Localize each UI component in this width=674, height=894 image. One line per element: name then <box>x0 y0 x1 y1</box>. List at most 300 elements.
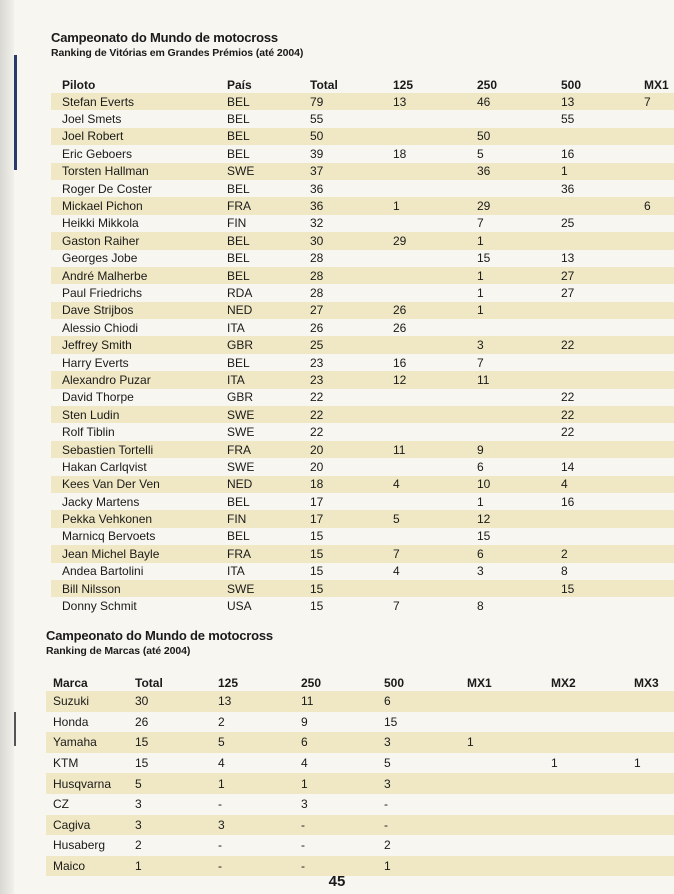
binding-mark <box>14 712 16 746</box>
page-binding-edge <box>0 0 14 894</box>
table-row <box>51 145 674 162</box>
table-cell: 18 <box>299 476 382 493</box>
table-cell: 6 <box>477 459 484 474</box>
table-cell: 2 <box>384 838 391 853</box>
table-cell: 2 <box>218 714 225 729</box>
column-header: 500 <box>561 78 582 92</box>
table-cell: 36 <box>310 181 324 196</box>
table-cell: BEL <box>227 251 250 266</box>
table-cell: 3 <box>211 815 294 836</box>
table-cell: 15 <box>299 545 382 562</box>
table-cell: BEL <box>227 112 250 127</box>
table-cell <box>633 336 674 353</box>
rider-name-cell: Harry Everts <box>62 355 129 370</box>
table-cell <box>382 580 466 597</box>
table-cell: - <box>218 797 222 812</box>
table-cell <box>627 773 674 794</box>
rider-name-cell: Pekka Vehkonen <box>51 510 216 527</box>
table-cell: 13 <box>550 93 633 110</box>
table-cell <box>544 835 627 856</box>
column-header: 125 <box>393 78 414 92</box>
table-cell: 9 <box>301 714 308 729</box>
table-row <box>46 691 674 712</box>
table-row <box>51 563 674 580</box>
rider-name-cell: Georges Jobe <box>62 251 138 266</box>
table-cell: 5 <box>211 732 294 753</box>
table-row <box>51 250 674 267</box>
table-cell <box>460 794 544 815</box>
rider-name-cell: Paul Friedrichs <box>62 285 143 300</box>
table-cell <box>544 794 627 815</box>
table-cell: 27 <box>299 302 382 319</box>
table-cell <box>633 545 674 562</box>
table-row <box>51 302 674 319</box>
table-cell: 15 <box>135 756 149 771</box>
table-cell: SWE <box>216 163 299 180</box>
rider-name-cell: Stefan Everts <box>51 93 216 110</box>
table-row <box>51 510 674 527</box>
table-cell: 1 <box>477 494 484 509</box>
table-cell <box>382 423 466 440</box>
table-cell <box>544 732 627 753</box>
binding-mark <box>14 55 17 170</box>
table-cell <box>633 110 674 127</box>
table-row <box>51 232 674 249</box>
section-title: Campeonato do Mundo de motocross <box>51 30 278 45</box>
table-cell <box>460 753 544 774</box>
table-cell <box>550 510 633 527</box>
table-cell: 29 <box>382 232 466 249</box>
table-cell: FRA <box>216 545 299 562</box>
table-cell <box>382 458 466 475</box>
table-cell: 36 <box>561 181 575 196</box>
table-cell: 28 <box>310 251 324 266</box>
table-cell: 15 <box>299 580 382 597</box>
table-cell: BEL <box>216 267 299 284</box>
table-cell: 12 <box>382 371 466 388</box>
table-cell <box>633 371 674 388</box>
table-cell: 5 <box>384 756 391 771</box>
table-cell: 39 <box>310 146 324 161</box>
rider-name-cell: Jeffrey Smith <box>51 336 216 353</box>
table-cell <box>633 458 674 475</box>
table-cell: 55 <box>561 112 575 127</box>
table-cell <box>382 267 466 284</box>
table-cell: 1 <box>466 302 550 319</box>
table-cell <box>633 284 674 301</box>
brand-name-cell: Honda <box>53 714 89 729</box>
table-cell <box>382 215 466 232</box>
table-cell: ITA <box>227 320 245 335</box>
table-cell: 1 <box>128 856 211 877</box>
table-cell: 15 <box>128 732 211 753</box>
table-cell: 7 <box>393 599 400 614</box>
table-cell: 7 <box>633 93 674 110</box>
table-cell: 1 <box>550 163 633 180</box>
table-cell: 15 <box>384 714 398 729</box>
table-cell <box>550 371 633 388</box>
table-row <box>51 406 674 423</box>
table-cell <box>460 835 544 856</box>
table-cell: 5 <box>382 510 466 527</box>
table-cell: 22 <box>310 390 324 405</box>
table-row <box>51 597 674 614</box>
rider-name-cell: Eric Geboers <box>62 146 133 161</box>
column-header: Marca <box>53 676 88 690</box>
table-cell: BEL <box>216 93 299 110</box>
table-cell: 1 <box>634 756 641 771</box>
table-cell: - <box>294 856 377 877</box>
table-row <box>51 371 674 388</box>
table-cell: SWE <box>227 425 255 440</box>
table-cell: 15 <box>310 564 324 579</box>
table-cell <box>633 528 674 545</box>
table-cell: 27 <box>550 267 633 284</box>
table-cell: 15 <box>550 580 633 597</box>
table-cell <box>550 354 633 371</box>
column-header: País <box>227 78 252 92</box>
table-row <box>51 423 674 440</box>
table-cell <box>633 232 674 249</box>
table-cell <box>466 389 550 406</box>
table-cell: 1 <box>460 732 544 753</box>
table-cell <box>550 128 633 145</box>
table-cell <box>460 712 544 733</box>
table-cell: ITA <box>227 564 245 579</box>
brands-table-body <box>46 691 674 876</box>
table-cell: 1 <box>382 197 466 214</box>
table-cell: 30 <box>128 691 211 712</box>
table-cell: - <box>211 856 294 877</box>
table-row <box>51 354 674 371</box>
table-cell: 37 <box>299 163 382 180</box>
table-cell: 15 <box>310 599 324 614</box>
rider-name-cell: Gaston Raiher <box>51 232 216 249</box>
rider-name-cell: Dave Strijbos <box>51 302 216 319</box>
table-cell: 25 <box>299 336 382 353</box>
table-cell: FIN <box>227 216 247 231</box>
rider-name-cell: David Thorpe <box>62 390 134 405</box>
table-cell <box>627 691 674 712</box>
table-cell: 7 <box>382 545 466 562</box>
column-header: 500 <box>384 676 405 690</box>
rider-name-cell: Sebastien Tortelli <box>51 441 216 458</box>
table-cell: 8 <box>477 599 484 614</box>
rider-name-cell: Alessio Chiodi <box>62 320 139 335</box>
table-cell: 8 <box>561 564 568 579</box>
table-cell: BEL <box>227 494 250 509</box>
rider-name-cell: Rolf Tiblin <box>62 425 115 440</box>
table-cell: 4 <box>550 476 633 493</box>
table-cell <box>633 493 674 510</box>
rider-name-cell: Jean Michel Bayle <box>51 545 216 562</box>
brands-ranking-section <box>46 628 674 876</box>
rider-name-cell: Roger De Coster <box>62 181 153 196</box>
riders-ranking-table <box>51 74 674 615</box>
table-cell <box>633 215 674 232</box>
table-cell: 15 <box>477 251 491 266</box>
table-cell: 10 <box>466 476 550 493</box>
table-cell <box>633 250 674 267</box>
table-row <box>46 732 674 753</box>
rider-name-cell: André Malherbe <box>51 267 216 284</box>
table-cell: 22 <box>310 425 324 440</box>
table-cell <box>466 406 550 423</box>
table-row <box>46 794 674 815</box>
table-cell <box>550 232 633 249</box>
table-cell <box>460 773 544 794</box>
table-cell <box>382 493 466 510</box>
table-cell <box>633 302 674 319</box>
table-cell: 3 <box>301 797 308 812</box>
table-cell: 14 <box>561 459 575 474</box>
column-header: 250 <box>477 78 498 92</box>
table-cell <box>544 773 627 794</box>
table-cell <box>382 163 466 180</box>
table-cell: - <box>384 797 388 812</box>
column-header: MX3 <box>634 676 659 690</box>
table-cell: 50 <box>466 128 550 145</box>
table-cell <box>633 163 674 180</box>
table-cell: FIN <box>216 510 299 527</box>
table-cell: 12 <box>466 510 550 527</box>
table-cell: 1 <box>211 773 294 794</box>
table-cell <box>466 580 550 597</box>
table-cell: 1 <box>466 232 550 249</box>
table-cell <box>633 180 674 197</box>
table-cell <box>627 835 674 856</box>
table-cell <box>550 197 633 214</box>
table-cell <box>633 389 674 406</box>
table-cell: 3 <box>377 732 460 753</box>
table-cell: 27 <box>561 285 575 300</box>
column-header: MX1 <box>467 676 492 690</box>
table-row <box>46 773 674 794</box>
table-row <box>51 493 674 510</box>
table-row <box>51 93 674 110</box>
section-title: Campeonato do Mundo de motocross <box>46 628 273 643</box>
table-cell: 26 <box>135 714 149 729</box>
table-cell <box>633 423 674 440</box>
table-row <box>51 389 674 406</box>
table-cell: 1 <box>377 856 460 877</box>
table-cell: 16 <box>561 146 575 161</box>
table-cell <box>382 389 466 406</box>
table-cell: 26 <box>393 320 407 335</box>
brands-ranking-table <box>46 672 674 876</box>
table-cell: 22 <box>550 406 633 423</box>
table-cell: 13 <box>561 251 575 266</box>
table-cell: SWE <box>216 406 299 423</box>
table-cell: 16 <box>561 494 575 509</box>
table-cell: USA <box>227 599 252 614</box>
table-cell: 36 <box>466 163 550 180</box>
table-row <box>51 545 674 562</box>
table-row <box>51 319 674 336</box>
brand-name-cell: Husqvarna <box>46 773 128 794</box>
rider-name-cell: Mickael Pichon <box>51 197 216 214</box>
brand-name-cell: CZ <box>53 797 69 812</box>
table-cell: 55 <box>310 112 324 127</box>
table-cell <box>627 712 674 733</box>
table-cell: BEL <box>227 355 250 370</box>
table-cell: 9 <box>466 441 550 458</box>
column-header: MX2 <box>551 676 576 690</box>
table-cell <box>633 476 674 493</box>
table-cell: 26 <box>310 320 324 335</box>
table-cell: 22 <box>550 336 633 353</box>
table-cell: 15 <box>477 529 491 544</box>
table-cell: 6 <box>294 732 377 753</box>
table-row <box>51 476 674 493</box>
table-cell <box>466 180 550 197</box>
table-cell: SWE <box>227 459 255 474</box>
table-cell: 30 <box>299 232 382 249</box>
rider-name-cell: Donny Schmit <box>62 599 137 614</box>
table-row <box>51 458 674 475</box>
table-cell: 3 <box>377 773 460 794</box>
table-cell: 4 <box>393 564 400 579</box>
table-cell <box>633 406 674 423</box>
table-cell: 29 <box>466 197 550 214</box>
table-cell <box>466 319 550 336</box>
table-cell: BEL <box>216 128 299 145</box>
page-number: 45 <box>328 873 346 890</box>
table-cell: NED <box>216 476 299 493</box>
table-cell <box>382 110 466 127</box>
table-cell: 23 <box>299 371 382 388</box>
section-subtitle: Ranking de Vitórias em Grandes Prémios (até 2004) <box>51 47 304 59</box>
table-row <box>46 835 674 856</box>
table-cell: - <box>218 838 222 853</box>
column-header: Total <box>310 78 338 92</box>
table-cell: 6 <box>377 691 460 712</box>
brand-name-cell: Yamaha <box>46 732 128 753</box>
table-cell <box>633 597 674 614</box>
table-cell: 4 <box>218 756 225 771</box>
section-subtitle: Ranking de Marcas (até 2004) <box>46 645 191 657</box>
table-row <box>46 753 674 774</box>
table-row <box>51 528 674 545</box>
table-cell <box>466 423 550 440</box>
table-cell: 26 <box>382 302 466 319</box>
table-cell: 4 <box>301 756 308 771</box>
table-cell: 17 <box>310 494 324 509</box>
rider-name-cell: Sten Ludin <box>51 406 216 423</box>
table-cell <box>382 336 466 353</box>
rider-name-cell: Bill Nilsson <box>51 580 216 597</box>
table-row <box>51 128 674 145</box>
table-cell <box>627 815 674 836</box>
column-header: 125 <box>218 676 239 690</box>
table-row <box>46 712 674 733</box>
column-header: Total <box>135 676 163 690</box>
table-cell: GBR <box>216 336 299 353</box>
table-cell: 16 <box>393 355 407 370</box>
table-cell: 11 <box>294 691 377 712</box>
table-cell: 5 <box>477 146 484 161</box>
table-cell <box>460 815 544 836</box>
brand-name-cell: Maico <box>46 856 128 877</box>
table-cell: 20 <box>299 441 382 458</box>
table-cell: - <box>377 815 460 836</box>
table-cell <box>633 354 674 371</box>
table-cell: FRA <box>216 197 299 214</box>
rider-name-cell: Joel Smets <box>62 112 122 127</box>
table-cell: - <box>301 838 305 853</box>
table-cell: 36 <box>299 197 382 214</box>
table-cell: 7 <box>477 355 484 370</box>
table-cell: 17 <box>299 510 382 527</box>
brand-name-cell: Cagiva <box>46 815 128 836</box>
brand-name-cell: KTM <box>53 756 79 771</box>
table-cell: 18 <box>393 146 407 161</box>
table-cell: 50 <box>299 128 382 145</box>
table-cell: 3 <box>135 797 142 812</box>
table-cell: 20 <box>310 459 324 474</box>
rider-name-cell: Andea Bartolini <box>62 564 144 579</box>
table-cell: 32 <box>310 216 324 231</box>
riders-table-body <box>51 93 674 615</box>
table-cell: NED <box>216 302 299 319</box>
table-row <box>51 336 674 353</box>
table-row <box>46 815 674 836</box>
rider-name-cell: Hakan Carlqvist <box>62 459 147 474</box>
table-cell: 1 <box>466 267 550 284</box>
table-cell <box>382 128 466 145</box>
table-cell <box>382 250 466 267</box>
table-cell: 3 <box>128 815 211 836</box>
table-cell <box>633 563 674 580</box>
table-cell <box>633 128 674 145</box>
table-row <box>51 163 674 180</box>
table-header-row <box>51 74 674 93</box>
table-cell: 28 <box>299 267 382 284</box>
table-cell: 6 <box>633 197 674 214</box>
table-cell: BEL <box>227 529 250 544</box>
table-cell: 22 <box>561 425 575 440</box>
table-cell: 3 <box>477 564 484 579</box>
table-cell: RDA <box>227 285 253 300</box>
column-header: MX1 <box>644 78 669 92</box>
table-row <box>51 267 674 284</box>
table-row <box>51 441 674 458</box>
table-cell <box>550 441 633 458</box>
column-header: Piloto <box>62 78 96 92</box>
table-cell: 1 <box>294 773 377 794</box>
rider-name-cell: Torsten Hallman <box>51 163 216 180</box>
table-row <box>51 284 674 301</box>
brand-name-cell: Suzuki <box>46 691 128 712</box>
rider-name-cell: Heikki Mikkola <box>62 216 139 231</box>
table-cell <box>550 302 633 319</box>
table-cell <box>633 510 674 527</box>
table-header-row <box>46 672 674 691</box>
table-cell: ITA <box>216 371 299 388</box>
table-cell: BEL <box>216 232 299 249</box>
rider-name-cell: Joel Robert <box>51 128 216 145</box>
table-cell: 28 <box>310 285 324 300</box>
table-cell: 7 <box>477 216 484 231</box>
table-cell <box>633 267 674 284</box>
table-row <box>51 180 674 197</box>
table-cell <box>544 712 627 733</box>
rider-name-cell: Jacky Martens <box>62 494 140 509</box>
table-cell: 23 <box>310 355 324 370</box>
rider-name-cell: Marnicq Bervoets <box>62 529 156 544</box>
rider-name-cell: Alexandro Puzar <box>51 371 216 388</box>
table-cell <box>544 815 627 836</box>
